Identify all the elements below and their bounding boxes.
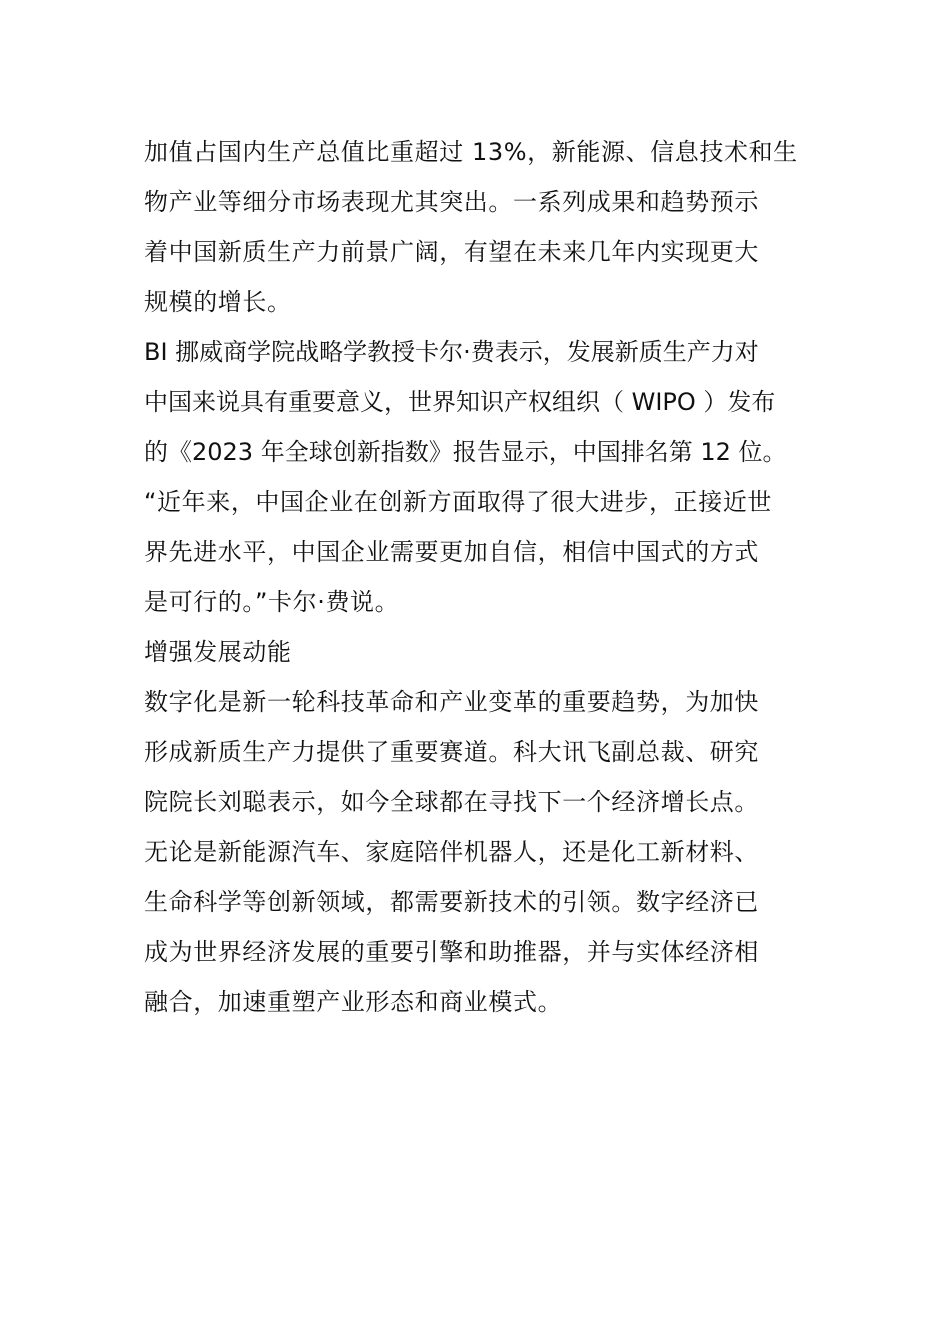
text-line: 无论是新能源汽车、家庭陪伴机器人，还是化工新材料、 bbox=[144, 838, 759, 866]
text-line: BI 挪威商学院战略学教授卡尔·费表示，发展新质生产力对 bbox=[144, 338, 759, 366]
section-heading: 增强发展动能 bbox=[144, 638, 292, 666]
text-line: 形成新质生产力提供了重要赛道。科大讯飞副总裁、研究 bbox=[144, 738, 759, 766]
text-line: “近年来，中国企业在创新方面取得了很大进步，正接近世 bbox=[144, 488, 773, 516]
text-line: 规模的增长。 bbox=[144, 288, 292, 316]
text-line: 加值占国内生产总值比重超过 13%，新能源、信息技术和生 bbox=[144, 138, 798, 166]
text-line: 院院长刘聪表示，如今全球都在寻找下一个经济增长点。 bbox=[144, 788, 759, 816]
text-line: 中国来说具有重要意义，世界知识产权组织（ WIPO ）发布 bbox=[144, 388, 776, 416]
document-body bbox=[144, 127, 808, 1027]
text-line: 融合，加速重塑产业形态和商业模式。 bbox=[144, 988, 563, 1016]
text-line: 成为世界经济发展的重要引擎和助推器，并与实体经济相 bbox=[144, 938, 759, 966]
text-line: 数字化是新一轮科技革命和产业变革的重要趋势，为加快 bbox=[144, 688, 759, 716]
text-line: 生命科学等创新领域，都需要新技术的引领。数字经济已 bbox=[144, 888, 759, 916]
text-line: 物产业等细分市场表现尤其突出。一系列成果和趋势预示 bbox=[144, 188, 759, 216]
text-line: 是可行的。”卡尔·费说。 bbox=[144, 588, 400, 616]
text-line: 的《2023 年全球创新指数》报告显示，中国排名第 12 位。 bbox=[144, 438, 787, 466]
text-line: 界先进水平，中国企业需要更加自信，相信中国式的方式 bbox=[144, 538, 759, 566]
text-line: 着中国新质生产力前景广阔，有望在未来几年内实现更大 bbox=[144, 238, 759, 266]
